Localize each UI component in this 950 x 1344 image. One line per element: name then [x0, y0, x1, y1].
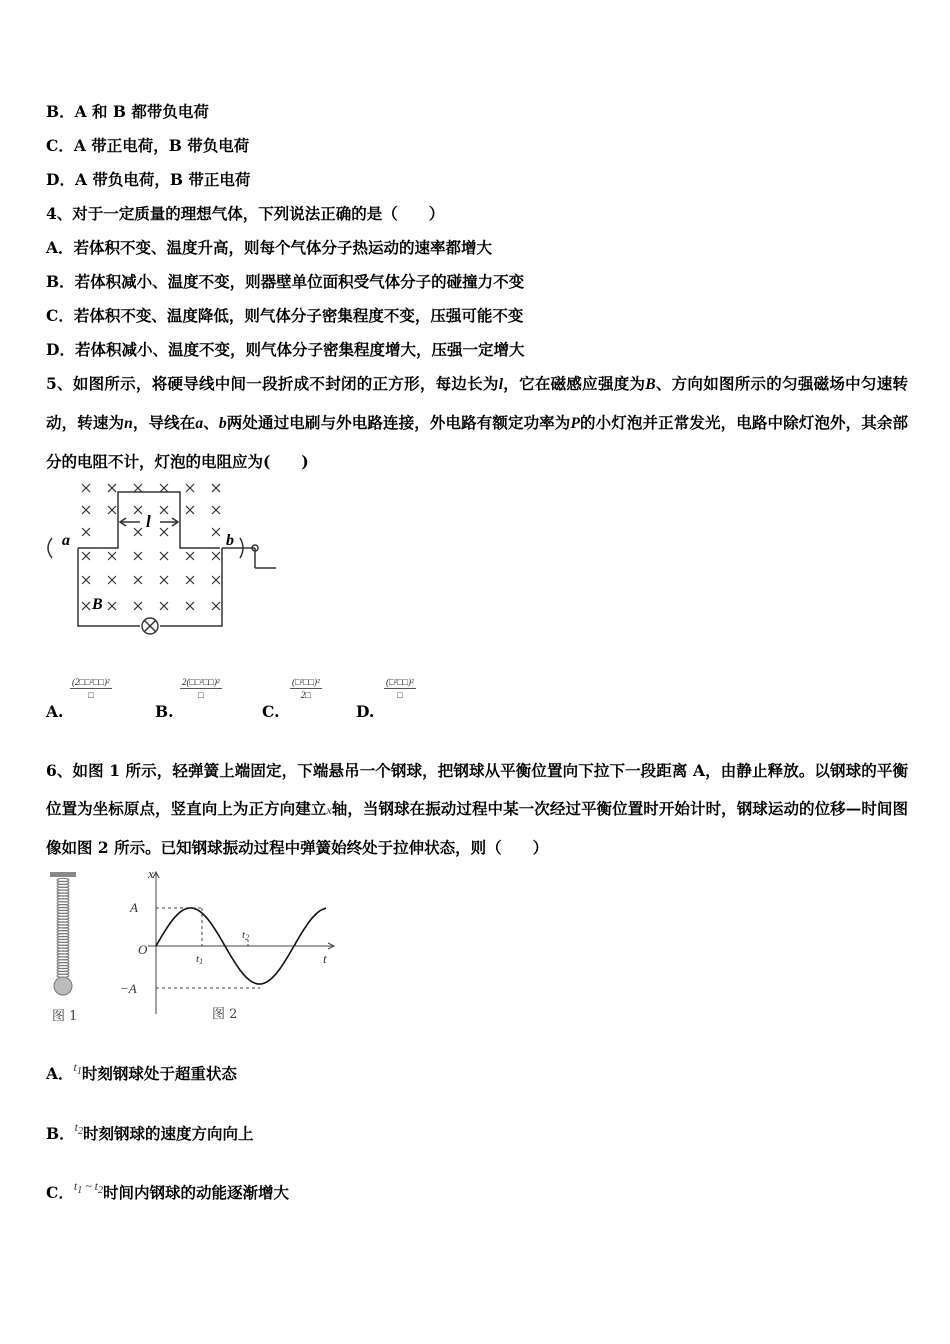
graph-label-x: x	[148, 866, 154, 881]
graph-label-negA: −A	[120, 981, 137, 996]
q5-option-b-formula: 2(□□²□□)² □	[182, 677, 220, 700]
ceiling-mount	[50, 872, 76, 877]
q4-option-c: C．若体积不变、温度降低，则气体分子密集程度不变，压强可能不变	[46, 306, 524, 325]
graph-label-A: A	[130, 900, 138, 915]
fig1-caption: 图 1	[52, 1009, 78, 1024]
label-a: a	[62, 532, 70, 549]
label-l: l	[146, 512, 151, 531]
q4-option-d: D．若体积减小、温度不变，则气体分子密集程度增大，压强一定增大	[46, 340, 525, 359]
q5-option-a-formula: (2□□²□□)² □	[72, 677, 110, 700]
q6-option-c: C．$^{t_1 \sim t_2}$时间内钢球的动能逐渐增大	[46, 1179, 290, 1202]
steel-ball	[54, 977, 72, 995]
q4-stem: 4、对于一定质量的理想气体，下列说法正确的是（ ）	[46, 204, 445, 223]
graph-label-t1-sub: 1	[199, 957, 204, 966]
q6-option-a: A．$^{t_1}$时刻钢球处于超重状态	[46, 1060, 237, 1083]
q5-circuit-figure	[40, 478, 290, 638]
magnetic-field-crosses	[82, 484, 220, 610]
svg-text:t2	[242, 929, 249, 942]
label-b: b	[226, 532, 234, 549]
q6-option-b: B．$^{t_2}$时刻钢球的速度方向向上	[46, 1120, 254, 1143]
q4-option-b: B．若体积减小、温度不变，则器壁单位面积受气体分子的碰撞力不变	[46, 272, 525, 291]
q5-option-a-label: A.	[46, 702, 64, 721]
q5-option-b-label: B.	[155, 702, 174, 721]
q5-option-c-formula: (□²□□)² 2□	[292, 677, 320, 700]
graph-label-t2: t	[242, 929, 246, 941]
q6-stem: 6、如图 1 所示，轻弹簧上端固定，下端悬吊一个钢球，把钢球从平衡位置向下拉下一段距离 A，由静止释放。以钢球的平衡位置为坐标原点，竖直向上为正方向建立x轴，当钢球在振动过程中某一次经过平衡位置时开始计时，钢球运动的位移—时间图像如图 2 所示。已知钢球振动过程中弹簧始终处于拉伸状态，则（ ）	[46, 761, 908, 857]
q3-option-b: B．A 和 B 都带负电荷	[46, 102, 209, 121]
q4-option-a: A．若体积不变、温度升高，则每个气体分子热运动的速率都增大	[46, 238, 493, 257]
graph-label-O: O	[138, 942, 148, 957]
graph-label-t1: t	[196, 953, 200, 965]
fig2-caption: 图 2	[212, 1007, 238, 1022]
q5-option-d-label: D.	[356, 702, 375, 721]
graph-label-t2-sub: 2	[245, 933, 250, 942]
q6-spring-figure	[44, 868, 94, 1028]
q3-option-d: D．A 带负电荷，B 带正电荷	[46, 170, 251, 189]
graph-label-t: t	[323, 951, 327, 966]
q5-option-d-formula: (□²□□)² □	[386, 677, 414, 700]
q3-option-c: C．A 带正电荷，B 带负电荷	[46, 136, 250, 155]
svg-text:t1	[196, 953, 203, 966]
label-B: B	[92, 596, 103, 613]
lamp-icon	[142, 618, 158, 634]
q5-option-c-label: C.	[262, 702, 280, 721]
q6-displacement-graph	[108, 866, 340, 1028]
q5-stem: 5、如图所示，将硬导线中间一段折成不封闭的正方形，每边长为l，它在磁感应强度为B、方向如图所示的匀强磁场中匀速转动，转速为n，导线在a、b两处通过电刷与外电路连接，外电路有额定功率为P的小灯泡并正常发光，电路中除灯泡外，其余部分的电阻不计，灯泡的电阻应为( )	[46, 374, 908, 471]
spring-coils	[57, 878, 69, 977]
